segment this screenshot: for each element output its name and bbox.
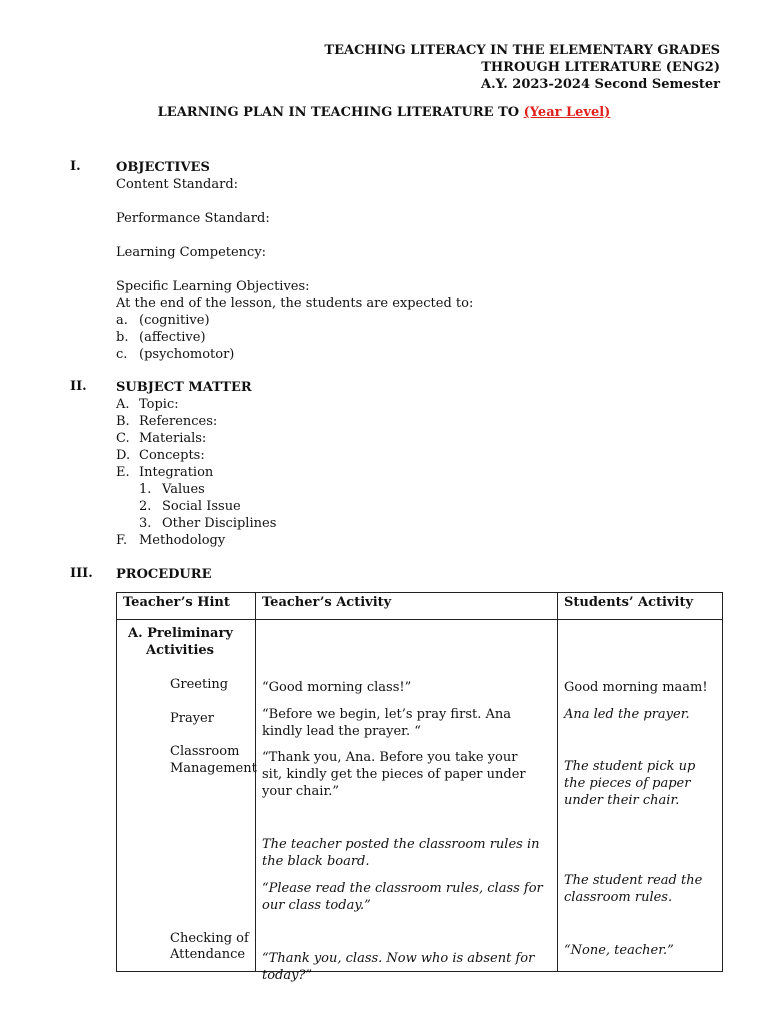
list-item: E. Integration: [116, 465, 214, 480]
objectives-intro: At the end of the lesson, the students are expected to:: [116, 296, 474, 311]
teacher-classroom: “Thank you, Ana. Before you take your sit, kindly get the pieces of paper under your chair.”: [262, 750, 526, 799]
course-header: [324, 42, 720, 93]
learning-competency: Learning Competency:: [116, 245, 267, 260]
list-item: a. (cognitive): [116, 313, 210, 328]
list-item: c. (psychomotor): [116, 347, 235, 362]
hint-greeting: Greeting: [170, 677, 229, 692]
teacher-read-rules: “Please read the classroom rules, class for our class today.”: [262, 881, 543, 913]
column-header: Students’ Activity: [558, 593, 723, 620]
sub-list-item: 3. Other Disciplines: [139, 516, 277, 531]
sub-list-item: 1. Values: [139, 482, 205, 497]
section-heading: SUBJECT MATTER: [116, 380, 252, 395]
students-activity-cell: [558, 620, 723, 972]
academic-year: A.Y. 2023-2024 Second Semester: [481, 77, 720, 92]
list-item: B. References:: [116, 414, 218, 429]
student-read-rules: The student read the classroom rules.: [564, 873, 703, 905]
list-item: b. (affective): [116, 330, 206, 345]
table-header-row: [117, 593, 723, 620]
preliminary-heading-2: Activities: [146, 643, 214, 658]
hint-classroom: Classroom: [170, 744, 240, 759]
section-number: II.: [70, 379, 87, 394]
teacher-posted-rules: The teacher posted the classroom rules in the black board.: [262, 837, 540, 869]
course-title-line1: TEACHING LITERACY IN THE ELEMENTARY GRADES: [324, 43, 720, 58]
hint-prayer: Prayer: [170, 711, 214, 726]
list-item: C. Materials:: [116, 431, 207, 446]
list-item: A. Topic:: [116, 397, 179, 412]
section-number: I.: [70, 159, 81, 174]
section-heading: OBJECTIVES: [116, 160, 210, 175]
student-classroom: The student pick up the pieces of paper under their chair.: [564, 759, 696, 808]
teacher-greeting: “Good morning class!”: [262, 680, 412, 695]
year-level-placeholder: (Year Level): [523, 105, 611, 120]
preliminary-heading: A. Preliminary: [128, 626, 233, 641]
student-attendance: “None, teacher.”: [564, 943, 674, 958]
performance-standard: Performance Standard:: [116, 211, 270, 226]
list-item: F. Methodology: [116, 533, 226, 548]
student-greeting: Good morning maam!: [564, 680, 708, 695]
page-title: [0, 105, 768, 120]
hint-classroom-2: Management: [170, 761, 257, 776]
student-prayer: Ana led the prayer.: [564, 707, 690, 722]
section-heading: PROCEDURE: [116, 567, 212, 582]
teacher-prayer: “Before we begin, let’s pray first. Ana kindly lead the prayer. “: [262, 707, 511, 739]
hint-attendance: Checking of: [170, 931, 249, 946]
content-standard: Content Standard:: [116, 177, 239, 192]
teacher-attendance: “Thank you, class. Now who is absent for today?”: [262, 951, 535, 983]
hint-attendance-2: Attendance: [170, 947, 246, 962]
table-row: [117, 620, 723, 972]
procedure-table: [116, 592, 723, 983]
section-number: III.: [70, 566, 93, 581]
course-title-line2: THROUGH LITERATURE (ENG2): [481, 60, 720, 75]
sub-list-item: 2. Social Issue: [139, 499, 241, 514]
column-header: Teacher’s Activity: [256, 593, 558, 620]
teacher-activity-cell: [256, 620, 558, 983]
specific-objectives: Specific Learning Objectives:: [116, 279, 310, 294]
hint-cell: [117, 620, 256, 972]
list-item: D. Concepts:: [116, 448, 205, 463]
title-main: LEARNING PLAN IN TEACHING LITERATURE TO: [157, 105, 524, 120]
column-header: Teacher’s Hint: [117, 593, 256, 620]
